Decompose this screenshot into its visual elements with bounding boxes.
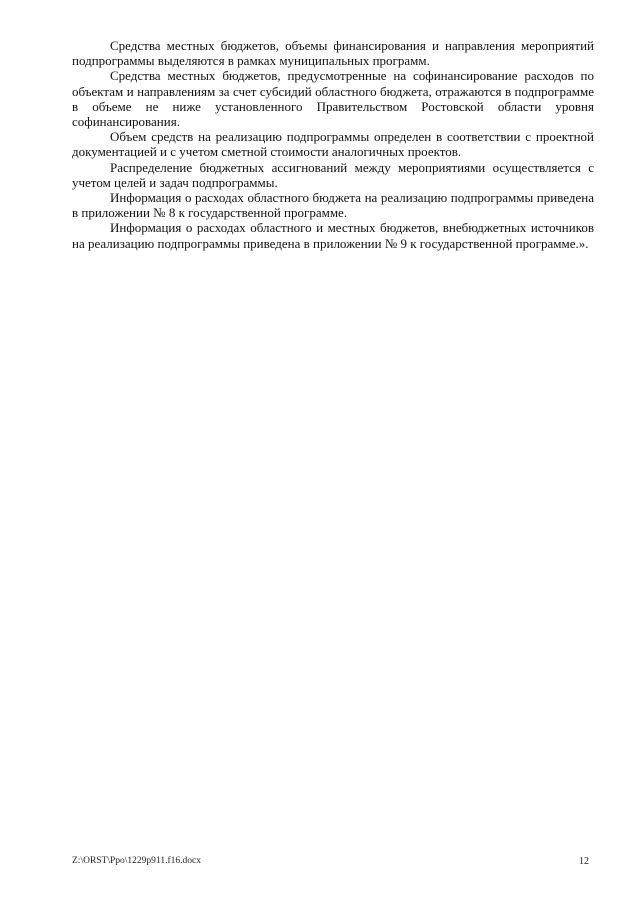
paragraph: Средства местных бюджетов, предусмотренные на софинансирование расходов по объектам и направлениям за счет субсидий областного бюджета, отражаются в подпрограмме в объеме не ниже установленного Правительством Ростовской области уровня софинансирования.	[72, 68, 594, 130]
page-number: 12	[579, 856, 589, 867]
paragraph: Информация о расходах областного и местных бюджетов, внебюджетных источников на реализацию подпрограммы приведена в приложении № 9 к государственной программе.».	[72, 220, 594, 251]
paragraph: Распределение бюджетных ассигнований между мероприятиями осуществляется с учетом целей и задач подпрограммы.	[72, 159, 594, 190]
paragraph: Объем средств на реализацию подпрограммы определен в соответствии с проектной документацией и с учетом сметной стоимости аналогичных проектов.	[72, 129, 594, 160]
footer-file-path: Z:\ORST\Ppo\1229p911.f16.docx	[72, 856, 201, 866]
paragraph: Средства местных бюджетов, объемы финансирования и направления мероприятий подпрограммы выделяются в рамках муниципальных программ.	[72, 38, 594, 69]
document-body	[72, 38, 594, 251]
paragraph: Информация о расходах областного бюджета на реализацию подпрограммы приведена в приложении № 8 к государственной программе.	[72, 190, 594, 221]
